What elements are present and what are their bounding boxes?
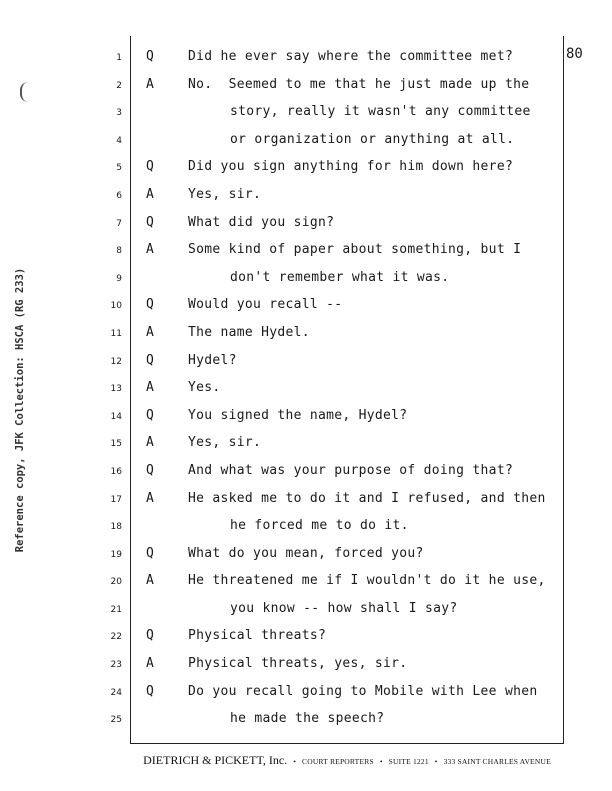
transcript-line [0, 458, 612, 486]
line-text: you know -- how shall I say? [230, 600, 458, 616]
page-number: 80 [566, 46, 583, 62]
line-text: No. Seemed to me that he just made up the [188, 76, 530, 92]
footer-separator: • [379, 757, 383, 766]
line-text: And what was your purpose of doing that? [188, 462, 514, 478]
transcript-line [0, 99, 612, 127]
line-number: 13 [110, 384, 122, 395]
speaker-label: Q [146, 683, 154, 699]
line-text: story, really it wasn't any committee [230, 104, 531, 120]
speaker-label: Q [146, 545, 154, 561]
speaker-label: A [146, 435, 154, 451]
transcript-line [0, 706, 612, 734]
line-number: 6 [116, 190, 122, 201]
footer-court-reporters: COURT REPORTERS [302, 757, 374, 766]
line-number: 1 [116, 53, 122, 63]
transcript-line [0, 292, 612, 320]
line-text: Some kind of paper about something, but I [188, 242, 522, 258]
footer-suite: SUITE 1221 [388, 757, 429, 766]
transcript-line [0, 72, 612, 100]
line-text: he made the speech? [230, 711, 385, 727]
transcript-line [0, 430, 612, 458]
speaker-label: Q [146, 159, 154, 175]
line-text: He asked me to do it and I refused, and then [188, 490, 546, 506]
line-number: 8 [116, 246, 122, 257]
line-text: Yes, sir. [188, 186, 262, 202]
line-number: 15 [110, 439, 122, 450]
transcript-line [0, 182, 612, 210]
line-text: he forced me to do it. [230, 518, 409, 534]
line-text: He threatened me if I wouldn't do it he use, [188, 573, 546, 589]
speaker-label: A [146, 186, 154, 202]
line-text: Physical threats? [188, 628, 327, 644]
archive-stamp: Reference copy, JFK Collection: HSCA (RG 233) [14, 267, 26, 553]
transcript-line [0, 679, 612, 707]
transcript-line [0, 541, 612, 569]
line-number: 17 [110, 494, 122, 505]
line-text: What do you mean, forced you? [188, 545, 424, 561]
speaker-label: A [146, 490, 154, 506]
speaker-label: Q [146, 352, 154, 368]
line-number: 11 [110, 328, 122, 339]
transcript-line [0, 568, 612, 596]
transcript-line [0, 596, 612, 624]
transcript-line [0, 403, 612, 431]
line-number: 21 [110, 604, 122, 615]
transcript-line [0, 237, 612, 265]
transcript-line [0, 348, 612, 376]
transcript-line [0, 513, 612, 541]
transcript-line [0, 623, 612, 651]
line-text: What did you sign? [188, 214, 335, 230]
line-number: 5 [116, 163, 122, 174]
line-number: 18 [110, 522, 122, 533]
speaker-label: Q [146, 462, 154, 478]
line-text: Hydel? [188, 352, 237, 368]
line-text: You signed the name, Hydel? [188, 407, 408, 423]
speaker-label: A [146, 380, 154, 396]
line-text: The name Hydel. [188, 324, 310, 340]
transcript-line [0, 486, 612, 514]
transcript-lines [0, 44, 612, 734]
line-number: 20 [110, 577, 122, 588]
speaker-label: A [146, 242, 154, 258]
transcript-line [0, 265, 612, 293]
line-text: Yes. [188, 380, 221, 396]
speaker-label: A [146, 324, 154, 340]
transcript-line [0, 44, 612, 72]
line-number: 7 [116, 218, 122, 229]
line-number: 19 [110, 549, 122, 560]
line-text: or organization or anything at all. [230, 131, 515, 147]
line-number: 2 [116, 80, 122, 91]
line-text: Did he ever say where the committee met? [188, 49, 514, 64]
line-number: 3 [116, 108, 122, 119]
transcript-line [0, 651, 612, 679]
speaker-label: A [146, 76, 154, 92]
footer [130, 753, 564, 768]
line-text: Yes, sir. [188, 435, 262, 451]
line-number: 24 [110, 687, 122, 698]
transcript-line [0, 127, 612, 155]
line-number: 16 [110, 466, 122, 477]
bottom-rule [130, 743, 564, 744]
line-number: 4 [116, 135, 122, 146]
line-number: 10 [110, 301, 122, 312]
line-text: Physical threats, yes, sir. [188, 656, 408, 672]
footer-separator: • [293, 757, 297, 766]
transcript-line [0, 320, 612, 348]
line-number: 22 [110, 632, 122, 643]
speaker-label: Q [146, 49, 154, 64]
transcript-line [0, 210, 612, 238]
footer-firm: DIETRICH & PICKETT, Inc. [143, 753, 288, 767]
line-number: 12 [110, 356, 122, 367]
speaker-label: Q [146, 628, 154, 644]
speaker-label: Q [146, 297, 154, 313]
line-number: 14 [110, 411, 122, 422]
line-number: 9 [116, 273, 122, 284]
line-number: 23 [110, 660, 122, 671]
footer-separator: • [434, 757, 438, 766]
line-text: Would you recall -- [188, 297, 343, 313]
line-text: don't remember what it was. [230, 269, 450, 285]
line-text: Do you recall going to Mobile with Lee when [188, 683, 538, 699]
line-text: Did you sign anything for him down here? [188, 159, 514, 175]
footer-address: 333 SAINT CHARLES AVENUE [443, 757, 551, 766]
transcript-line [0, 154, 612, 182]
speaker-label: Q [146, 214, 154, 230]
speaker-label: A [146, 656, 154, 672]
line-number: 25 [110, 715, 122, 726]
speaker-label: Q [146, 407, 154, 423]
speaker-label: A [146, 573, 154, 589]
transcript-line [0, 375, 612, 403]
